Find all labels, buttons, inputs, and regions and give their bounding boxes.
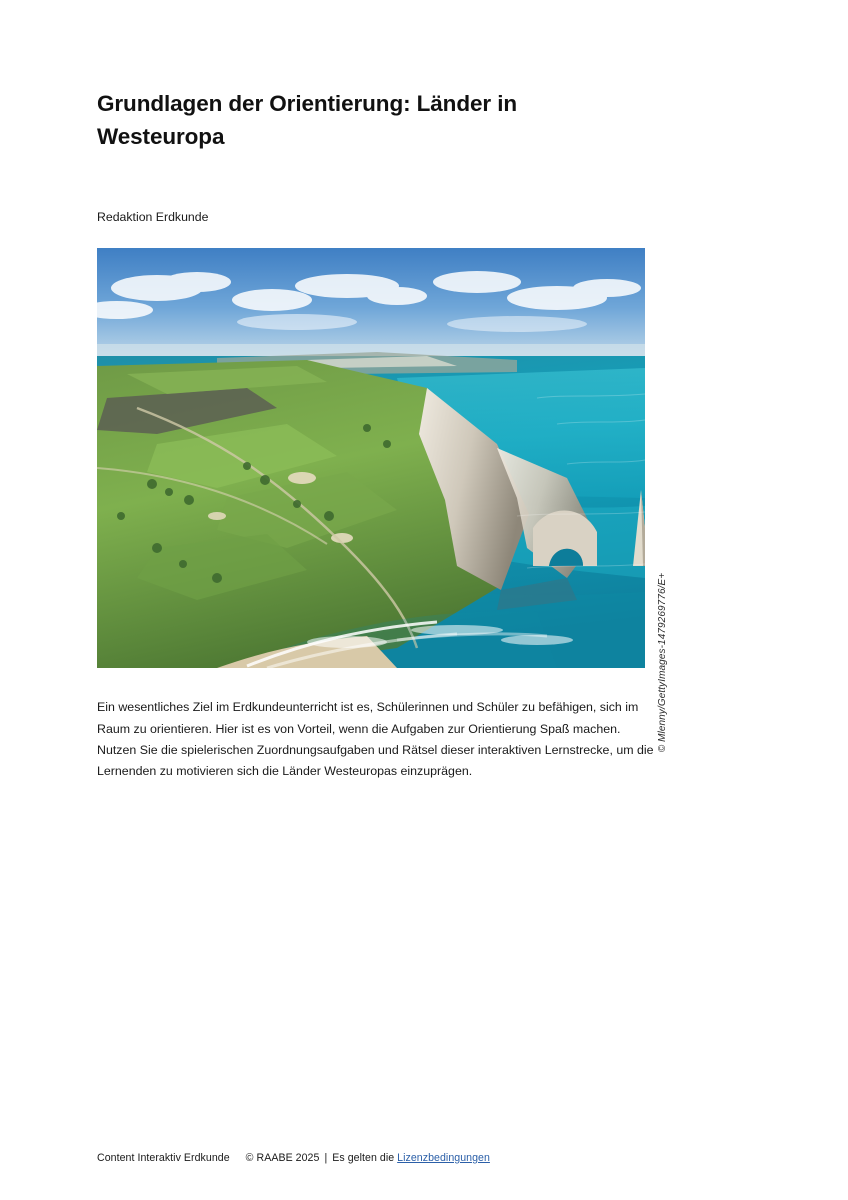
intro-paragraph: Ein wesentliches Ziel im Erdkundeunterricht ist es, Schülerinnen und Schüler zu befähigen, sich im Raum zu orientieren. Hier ist es von Vorteil, wenn die Aufgaben zur Orientierung Spaß machen. Nutzen Sie die spielerischen Zuordnungsaufgaben und Rätsel dieser interaktiven Lernstrecke, um die Lernenden zu motivieren sich die Länder Westeuropas einzuprägen.: [97, 700, 654, 779]
license-terms-link[interactable]: Lizenzbedingungen: [397, 1152, 490, 1164]
page-footer: [97, 1152, 490, 1164]
footer-terms-prefix: Es gelten die: [332, 1152, 395, 1164]
document-content: [97, 88, 751, 795]
footer-separator: |: [324, 1152, 328, 1164]
hero-image: [97, 248, 645, 668]
page-title: Grundlagen der Orientierung: Länder in Westeuropa: [97, 91, 517, 149]
image-credit: [653, 248, 673, 753]
footer-copyright: © RAABE 2025: [245, 1152, 320, 1164]
footer-source: Content Interaktiv Erdkunde: [97, 1152, 230, 1164]
image-credit-text: © Mlenny/GettyImages-1479269776/E+: [657, 573, 669, 753]
document-author: Redaktion Erdkunde: [97, 210, 209, 225]
